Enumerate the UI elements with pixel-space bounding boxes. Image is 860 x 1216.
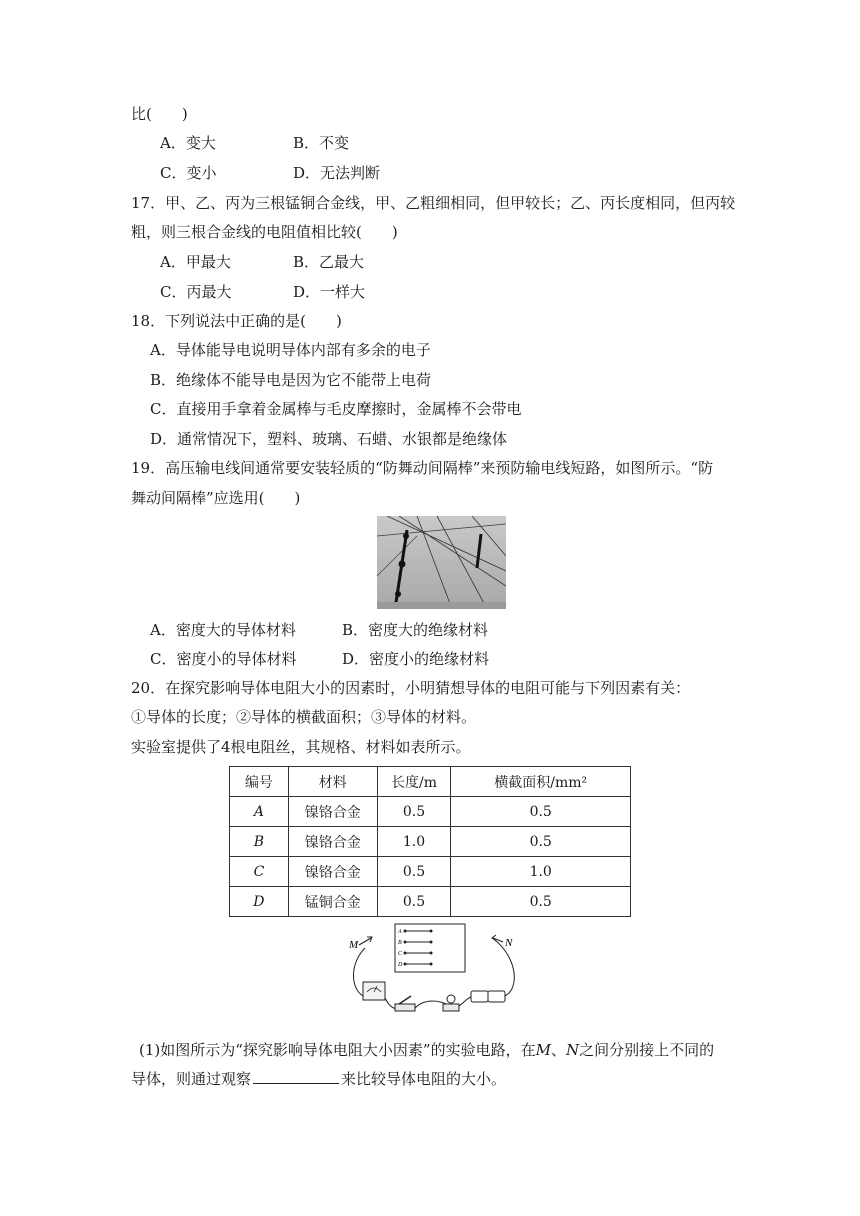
q20-sub1-line-1 — [139, 1039, 714, 1061]
table-header-row — [230, 767, 631, 797]
q16-stem: 比( ) — [131, 105, 188, 123]
q18-line-1: 18．下列说法中正确的是( ) — [131, 312, 342, 330]
terminal-n-ref: N — [565, 1041, 580, 1059]
table-cell: 0.5 — [451, 797, 631, 827]
q19-option-b: B．密度大的绝缘材料 — [342, 621, 489, 639]
q20-sub1-text-b: 之间分别接上不同的 — [579, 1041, 715, 1059]
table-header: 横截面积/mm² — [451, 767, 631, 797]
q18-option-a: A．导体能导电说明导体内部有多余的电子 — [150, 341, 431, 359]
q17-option-c: C．丙最大 — [160, 283, 232, 301]
q16-option-a: A．变大 — [160, 134, 216, 152]
q19-line-1: 19．高压输电线间通常要安装轻质的“防舞动间隔棒”来预防输电线短路，如图所示。“防 — [131, 459, 714, 477]
table-cell: 镍铬合金 — [288, 857, 377, 887]
q20-line-2: ①导体的长度；②导体的横截面积；③导体的材料。 — [131, 708, 477, 726]
resistance-wire-table — [229, 766, 631, 917]
q16-option-c: C．变小 — [160, 164, 217, 182]
table-cell: 镍铬合金 — [288, 827, 377, 857]
table-cell: 0.5 — [451, 827, 631, 857]
table-cell: 0.5 — [377, 857, 451, 887]
table-cell: 镍铬合金 — [288, 797, 377, 827]
table-row — [230, 827, 631, 857]
q17-option-d: D．一样大 — [293, 283, 366, 301]
q20-sub1-text-a: (1)如图所示为“探究影响导体电阻大小因素”的实验电路，在 — [139, 1041, 536, 1059]
table-cell: 0.5 — [451, 887, 631, 917]
table-cell: B — [230, 827, 289, 857]
q20-sub1-text-c: 导体，则通过观察 — [131, 1070, 252, 1088]
table-header: 材料 — [288, 767, 377, 797]
table-cell: 锰铜合金 — [288, 887, 377, 917]
wire-b-label: B — [398, 940, 402, 946]
table-row — [230, 857, 631, 887]
wire-a-label: A — [398, 929, 402, 935]
table-header: 编号 — [230, 767, 289, 797]
terminal-m-ref: M — [535, 1041, 551, 1059]
q17-line-2: 粗，则三根合金线的电阻值相比较( ) — [131, 223, 398, 241]
wire-c-label: C — [398, 951, 403, 957]
terminal-n-label: N — [505, 937, 513, 949]
q18-option-d: D．通常情况下，塑料、玻璃、石蜡、水银都是绝缘体 — [150, 430, 508, 448]
wire-d-label: D — [398, 962, 403, 968]
q18-option-c: C．直接用手拿着金属棒与毛皮摩擦时，金属棒不会带电 — [150, 400, 522, 418]
table-cell: C — [230, 857, 289, 887]
q20-line-3: 实验室提供了4根电阻丝，其规格、材料如表所示。 — [131, 738, 471, 756]
q19-option-d: D．密度小的绝缘材料 — [342, 650, 490, 668]
q16-option-b: B．不变 — [293, 134, 350, 152]
q20-sub1-text-d: 来比较导体电阻的大小。 — [341, 1070, 507, 1088]
table-row — [230, 797, 631, 827]
table-cell: 0.5 — [377, 797, 451, 827]
terminal-m-label: M — [349, 939, 359, 951]
q20-line-1: 20．在探究影响导体电阻大小的因素时，小明猜想导体的电阻可能与下列因素有关： — [131, 679, 691, 697]
q16-option-d: D．无法判断 — [293, 164, 381, 182]
table-row — [230, 887, 631, 917]
table-cell: 1.0 — [377, 827, 451, 857]
q20-sub1-separator: 、 — [550, 1041, 566, 1059]
table-cell: 1.0 — [451, 857, 631, 887]
answer-blank[interactable] — [253, 1069, 339, 1084]
table-header: 长度/m — [377, 767, 451, 797]
q17-line-1: 17．甲、乙、丙为三根锰铜合金线，甲、乙粗细相同，但甲较长；乙、丙长度相同，但丙较 — [131, 194, 736, 212]
q17-option-b: B．乙最大 — [293, 253, 365, 271]
q18-option-b: B．绝缘体不能导电是因为它不能带上电荷 — [150, 371, 432, 389]
q20-sub1-line-2 — [131, 1068, 506, 1090]
table-cell: D — [230, 887, 289, 917]
q17-option-a: A．甲最大 — [160, 253, 231, 271]
q19-option-c: C．密度小的导体材料 — [150, 650, 297, 668]
q19-option-a: A．密度大的导体材料 — [150, 621, 296, 639]
table-cell: A — [230, 797, 289, 827]
experiment-circuit-diagram — [345, 918, 530, 1026]
power-lines-image — [377, 516, 506, 609]
q19-line-2: 舞动间隔棒”应选用( ) — [131, 489, 301, 507]
power-line-spacer-photo — [377, 516, 506, 609]
table-cell: 0.5 — [377, 887, 451, 917]
